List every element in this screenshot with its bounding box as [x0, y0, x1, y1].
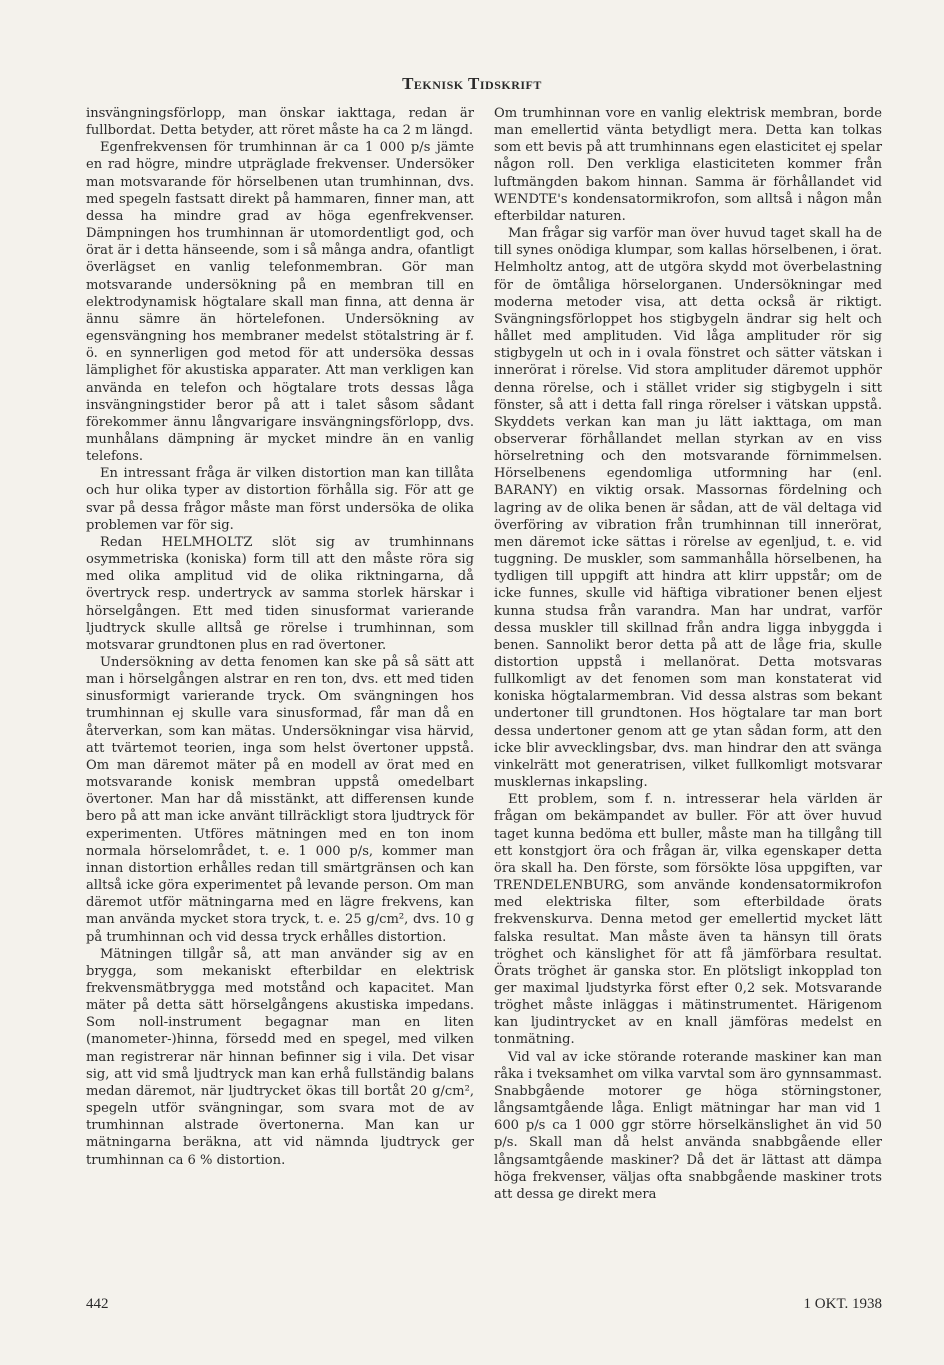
paragraph: Egenfrekvensen för trumhinnan är ca 1 000 p/s jämte en rad högre, mindre utpräglade frekvenser. Undersöker man motsvarande för hörselbenen utan trumhinnan, dvs. med spegeln fastsatt direkt på hammaren, finner man, att dessa ha mindre grad av höga egenfrekvenser. Dämpningen hos trumhinnan är utomordentligt god, och örat är i detta hänseende, som i så många andra, ofantligt överlägset en vanlig telefonmembran. Gör man motsvarande undersökning på en membran till en elektrodynamisk högtalare skall man finna, att denna är ännu sämre än hörtelefonen. Undersökning av egensvängning hos membraner medelst stötalstring är f. ö. en synnerligen god metod för att undersöka dessas lämplighet för akustiska apparater. Att man verkligen kan använda en telefon och högtalare trots dessas låga insvängningstider beror på att i talet såsom sådant förekommer ännu långvarigare insvängningsförlopp, dvs. munhålans dämpning är mycket mindre än en vanlig telefons. [86, 140, 474, 465]
right-column [494, 105, 882, 1203]
paragraph: insvängningsförlopp, man önskar iakttaga, redan är fullbordat. Detta betyder, att röret måste ha ca 2 m längd. [86, 106, 474, 139]
paragraph: Undersökning av detta fenomen kan ske på så sätt att man i hörselgången alstrar en ren ton, dvs. ett med tiden sinusformigt varierande tryck. Om svängningen hos trumhinnan ej skulle vara sinusformad, får man då en återverkan, som kan mätas. Undersökningar visa härvid, att tvärtemot teorien, inga som helst övertoner uppstå. Om man däremot mäter på en modell av örat med en motsvarande konisk membran uppstå omedelbart övertoner. Man har då misstänkt, att differensen kunde bero på att man icke använt tillräckligt stora ljudtryck för experimenten. Utföres mätningen med en ton inom normala hörselområdet, t. e. 1 000 p/s, kommer man innan distortion erhålles redan till smärtgränsen och kan alltså icke göra experimentet på levande person. Om man däremot utför mätningarna med en lägre frekvens, kan man använda mycket stora tryck, t. e. 25 g/cm², dvs. 10 g på trumhinnan och vid dessa tryck erhålles distortion. [86, 655, 474, 945]
paragraph: Ett problem, som f. n. intresserar hela världen är frågan om bekämpandet av buller. För att över huvud taget kunna bedöma ett buller, måste man ha tillgång till ett konstgjort öra och frågan är, vilka egenskaper detta öra skall ha. Den förste, som försökte lösa uppgiften, var TRENDELENBURG, som använde kondensatormikrofon med elektriska filter, som efterbildade örats frekvenskurva. Denna metod ger emellertid mycket lätt falska resultat. Man måste även ta hänsyn till örats tröghet och känslighet för att få jämförbara resultat. Örats tröghet är ganska stor. En plötsligt inkopplad ton ger maximal ljudstyrka först efter 0,2 sek. Motsvarande tröghet måste inläggas i mätinstrumentet. Härigenom kan ljudintrycket av en knall jämföras medelst en tonmätning. [494, 792, 882, 1048]
page-number: 442 [86, 1296, 109, 1312]
left-column [86, 105, 474, 1169]
paragraph: Mätningen tillgår så, att man använder sig av en brygga, som mekaniskt efterbildar en elektrisk frekvensmätbrygga med motstånd och kapacitet. Man mäter på detta sätt hörselgångens akustiska impedans. Som noll-instrument begagnar man en liten (manometer-)hinna, försedd med en spegel, med vilken man registrerar när hinnan befinner sig i vila. Det visar sig, att vid små ljudtryck man kan erhå fullständig balans medan däremot, när ljudtrycket ökas till bortåt 20 g/cm², spegeln utför svängningar, som svara mot de av trumhinnan alstrade övertonerna. Man kan ur mätningarna beräkna, att vid nämnda ljudtryck ger trumhinnan ca 6 % distortion. [86, 946, 474, 1168]
paragraph: Man frågar sig varför man över huvud taget skall ha de till synes onödiga klumpar, som kallas hörselbenen, i örat. Helmholtz antog, att de utgöra skydd mot överbelastning för de ömtåliga hörselorganen. Undersökningar med moderna metoder visa, att detta också är riktigt. Svängningsförloppet hos stigbygeln ändrar sig helt och hållet med amplituden. Vid låga amplituder rör sig stigbygeln ut och in i ovala fönstret och sätter vätskan i innerörat i rörelse. Vid stora amplituder däremot upphör denna rörelse, och i stället vrider sig stigbygeln i sitt fönster, så att i detta fall ringa rörelser i vätskan uppstå. Skyddets verkan kan man ju lätt iakttaga, om man observerar förhållandet mellan styrkan av en viss hörselretning och den motsvarande förnimmelsen. Hörselbenens egendomliga utformning har (enl. BARANY) en viktig orsak. Massornas fördelning och lagring av de olika benen är sådan, att de väl deltaga vid överföring av vibration från trumhinnan till innerörat, men däremot icke sättas i rörelse av egenljud, t. e. vid tuggning. De muskler, som sammanhålla hörselbenen, ha tydligen till uppgift att hindra att klirr uppstår; om de icke funnes, skulle vid häftiga vibrationer benen eljest kunna studsa från varandra. Man har undrat, varför dessa muskler till skillnad från andra ligga inbyggda i benen. Sannolikt beror detta på att de låge fria, skulle distortion uppstå i mellanörat. Detta motsvaras fullkomligt av det fenomen som man konstaterat vid koniska högtalarmembran. Vid dessa alstras som bekant undertoner till grundtonen. Hos högtalare tar man bort dessa undertoner genom att ge ytan sådan form, att den icke blir avvecklingsbar, dvs. man hindrar den att svänga vinkelrätt mot generatrisen, vilket fullkomligt motsvarar musklernas inkapsling. [494, 226, 882, 791]
running-header: Teknisk Tidskrift [402, 74, 542, 93]
paragraph: Om trumhinnan vore en vanlig elektrisk membran, borde man emellertid vänta betydligt mera. Detta kan tolkas som ett bevis på att trumhinnans egen elasticitet ej spelar någon roll. Den verkliga elasticiteten kommer från luftmängden bakom hinnan. Samma är förhållandet vid WENDTE's kondensatormikrofon, som alltså i någon mån efterbildar naturen. [494, 106, 882, 224]
issue-date: 1 OKT. 1938 [803, 1296, 882, 1312]
paragraph: En intressant fråga är vilken distortion man kan tillåta och hur olika typer av distortion förhålla sig. För att ge svar på dessa frågor måste man först undersöka de olika problemen var för sig. [86, 466, 474, 533]
paragraph: Vid val av icke störande roterande maskiner kan man råka i tveksamhet om vilka varvtal som äro gynnsammast. Snabbgående motorer ge höga störningstoner, långsamtgående låga. Enligt mätningar har man vid 1 600 p/s ca 1 000 ggr större hörselkänslighet än vid 50 p/s. Skall man då helst använda snabbgående eller långsamtgående maskiner? Då det är lättast att dämpa höga frekvenser, väljas ofta snabbgående maskiner trots att dessa ge direkt mera [494, 1049, 882, 1202]
paragraph: Redan HELMHOLTZ slöt sig av trumhinnans osymmetriska (koniska) form till att den måste röra sig med olika amplitud vid de olika riktningarna, då övertryck resp. undertryck av samma storlek härskar i hörselgången. Ett med tiden sinusformat varierande ljudtryck skulle alltså ge rörelse i trumhinnan, som motsvarar grundtonen plus en rad övertoner. [86, 534, 474, 653]
